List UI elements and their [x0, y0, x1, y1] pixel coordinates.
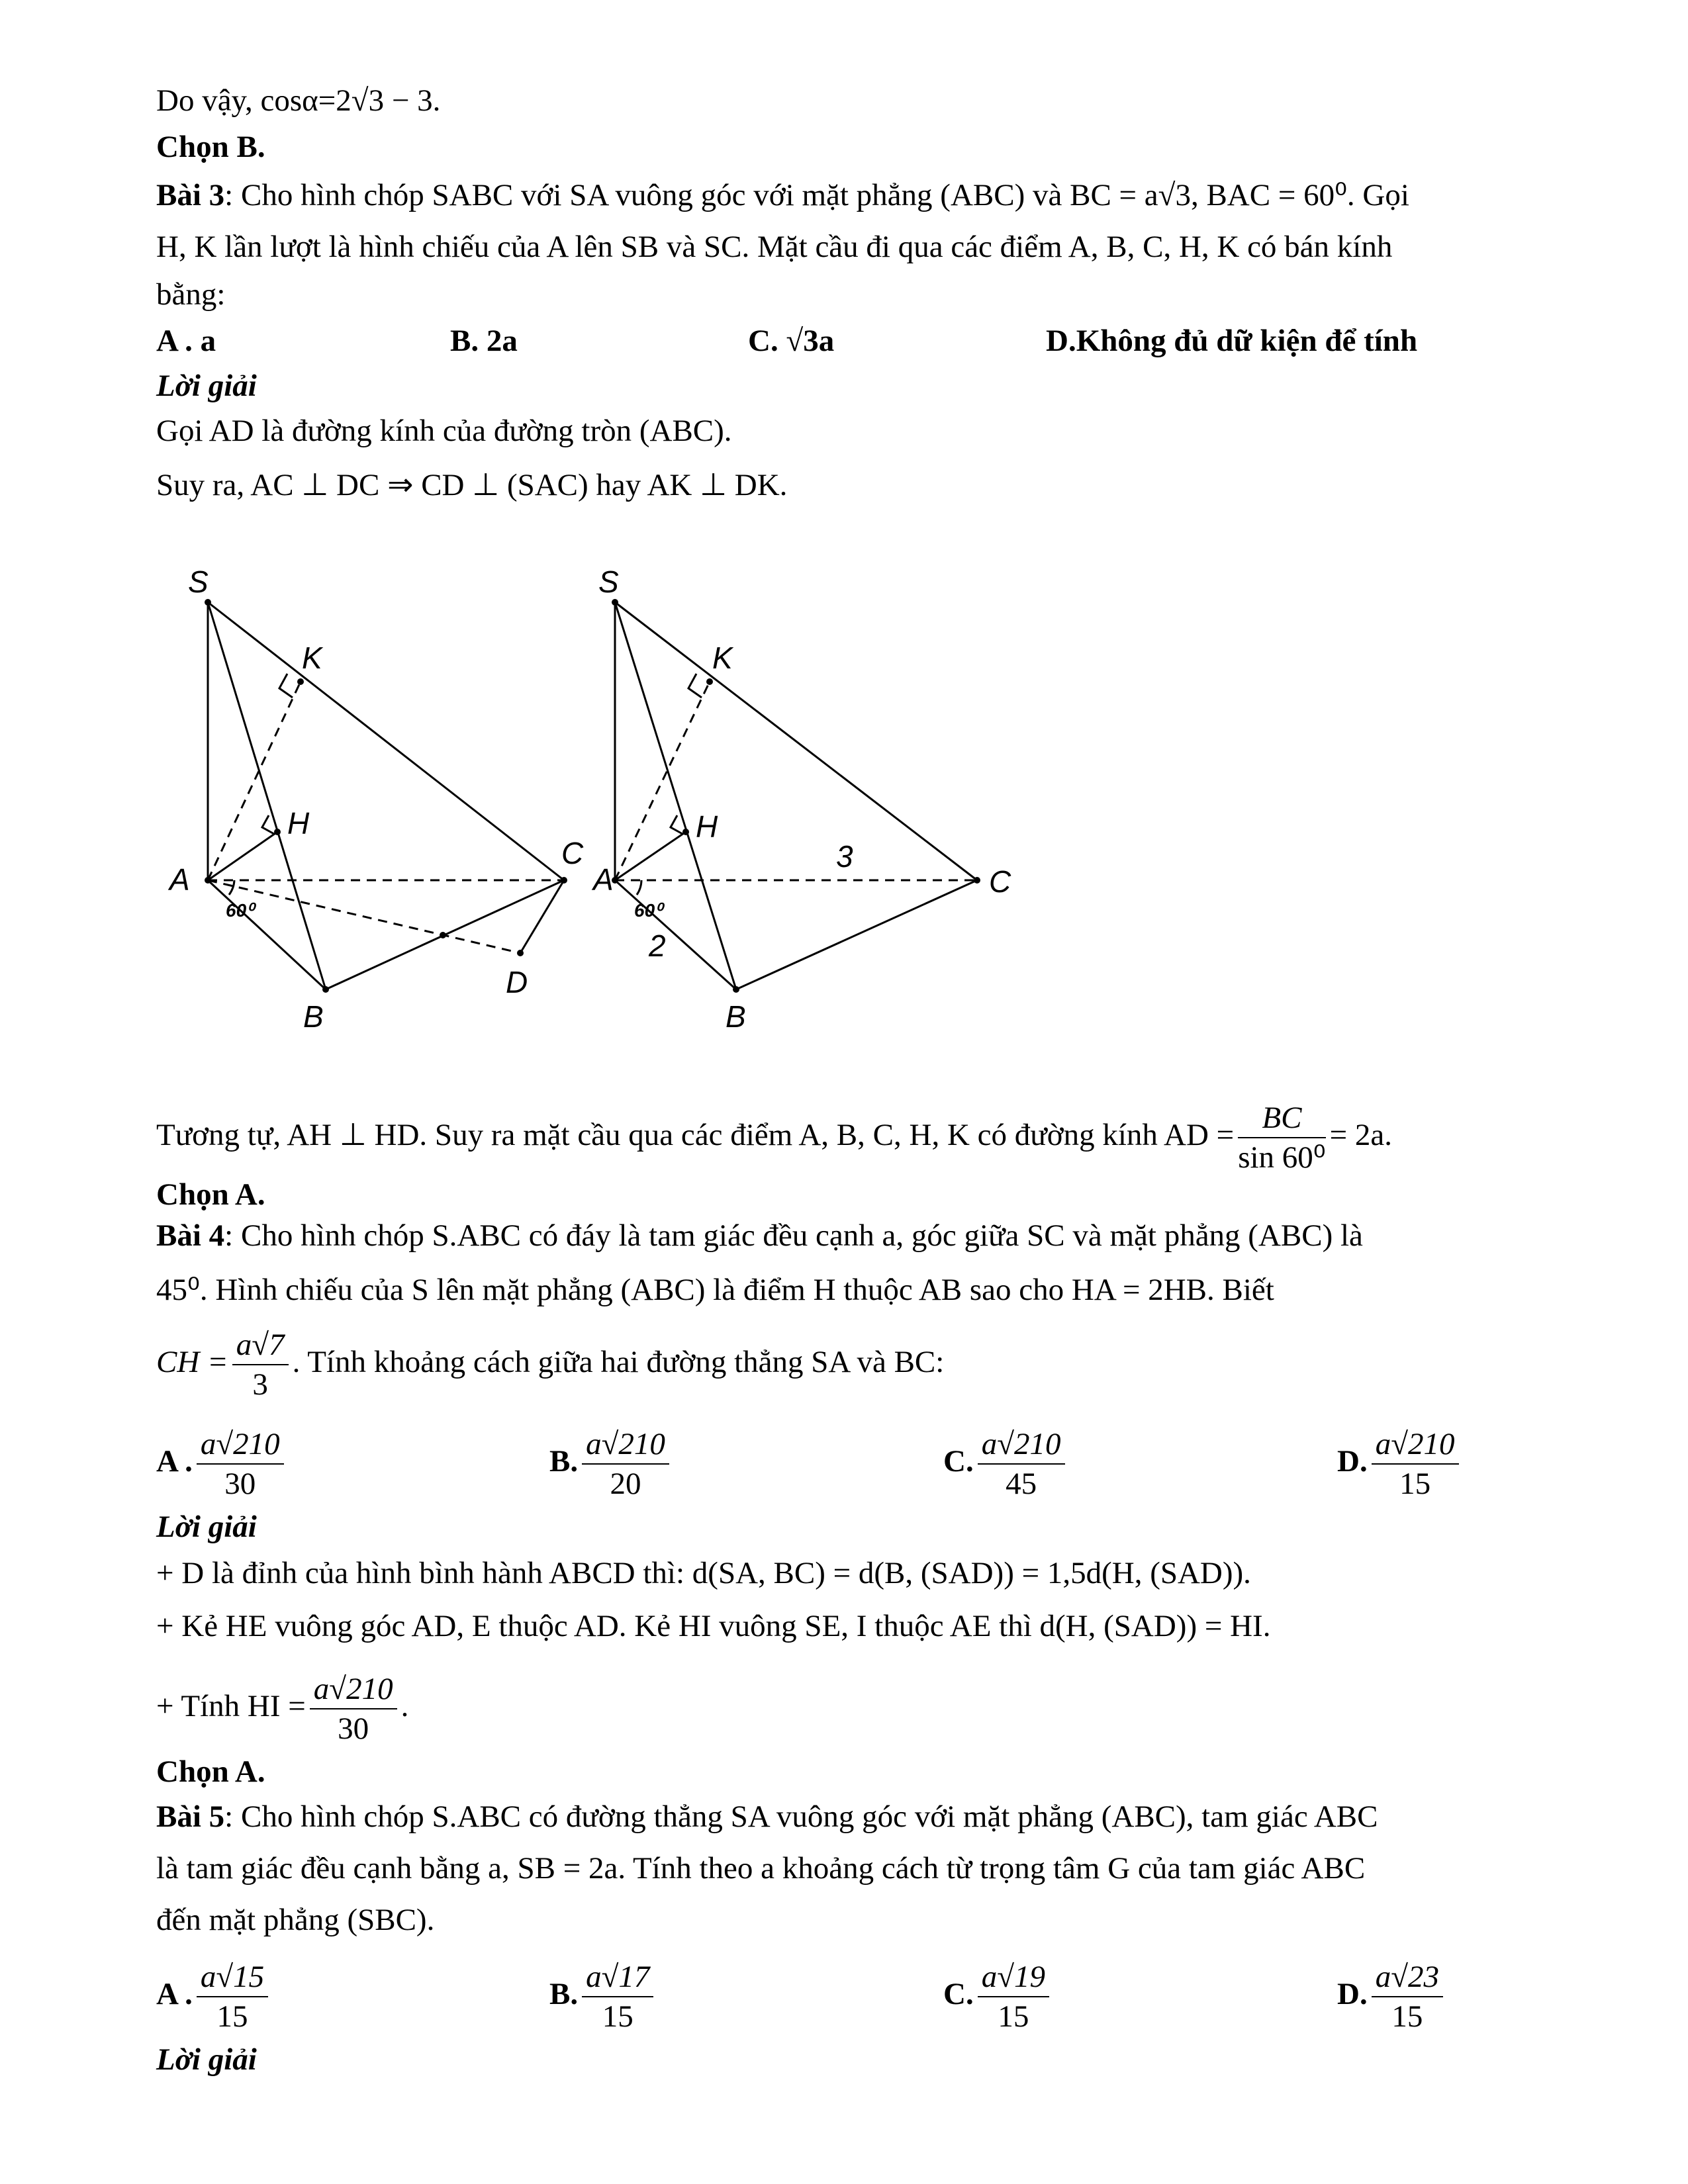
fraction-numerator: a√23	[1372, 1959, 1443, 1997]
edge-ab-left	[208, 880, 326, 989]
fraction-denominator: 30	[224, 1467, 256, 1501]
problem-3-option-a: A . a	[156, 324, 216, 358]
label-s-right: S	[598, 565, 619, 599]
option-label: D.	[1337, 1443, 1368, 1479]
option-label: D.	[1337, 1976, 1368, 2011]
fraction-denominator: sin 60⁰	[1238, 1140, 1326, 1175]
fraction-denominator: 15	[1399, 1467, 1431, 1501]
fraction-denominator: 15	[1391, 1999, 1423, 2034]
problem-5-statement-2: là tam giác đều cạnh bằng a, SB = 2a. Tính theo a khoảng cách từ trọng tâm G của tam giác ABC	[156, 1851, 1366, 1886]
fraction-denominator: 30	[338, 1711, 369, 1747]
label-b-left: B	[303, 999, 324, 1034]
point-k-right	[706, 678, 713, 685]
point-bc-ad-left	[440, 932, 446, 938]
point-c-right	[974, 877, 980, 884]
problem-5-statement-1	[156, 1799, 1378, 1835]
problem-5-statement-3: đến mặt phẳng (SBC).	[156, 1903, 435, 1937]
label-angle-left: 60⁰	[226, 900, 254, 921]
label-angle-right: 60⁰	[634, 900, 663, 921]
point-s-left	[205, 599, 211, 606]
problem-5-option-b	[549, 1959, 657, 2034]
right-angle-h-left	[262, 815, 274, 834]
point-c-left	[561, 877, 567, 884]
point-h-left	[274, 829, 281, 835]
label-k-left: K	[302, 641, 322, 675]
solution-heading-3: Lời giải	[156, 2042, 257, 2077]
right-angle-k-right	[688, 674, 702, 698]
point-b-left	[322, 986, 329, 993]
option-label: B.	[549, 1443, 579, 1479]
problem-4-solution-1: + D là đỉnh của hình bình hành ABCD thì: d(SA, BC) = d(B, (SAD)) = 1,5d(H, (SAD)).	[156, 1556, 1251, 1590]
problem-4-solution-2: + Kẻ HE vuông góc AD, E thuộc AD. Kẻ HI vuông SE, I thuộc AE thì d(H, (SAD)) = HI.	[156, 1609, 1271, 1643]
fraction-ch	[232, 1327, 289, 1402]
point-b-right	[733, 986, 739, 993]
fraction-numerator: BC	[1238, 1100, 1325, 1138]
fraction-numerator: a√210	[978, 1426, 1065, 1465]
problem-3-title: Bài 3	[156, 178, 225, 212]
geometry-figure	[156, 556, 1083, 1059]
fraction-numerator: a√210	[310, 1671, 397, 1709]
fraction-numerator: a√15	[197, 1959, 268, 1997]
answer-choice-b: Chọn B.	[156, 130, 265, 164]
problem-4-option-d	[1337, 1426, 1463, 1502]
label-c-right: C	[989, 864, 1011, 899]
segment-ah-right	[615, 832, 686, 880]
fraction-denominator: 45	[1006, 1467, 1037, 1501]
solution-heading-2: Lời giải	[156, 1510, 257, 1544]
fraction-denominator: 20	[610, 1467, 641, 1501]
angle-arc-left	[229, 880, 234, 895]
edge-sc-left	[208, 602, 564, 880]
problem-5-option-c	[943, 1959, 1053, 2034]
problem-4-statement-3	[156, 1327, 944, 1402]
problem-3-text: : Cho hình chóp SABC với SA vuông góc với mặt phẳng (ABC) và BC = a√3, BAC = 60⁰. Gọi	[224, 178, 1409, 212]
label-length-ab: 2	[649, 929, 666, 963]
fraction-denominator: 15	[602, 1999, 633, 2034]
answer-choice-a-2: Chọn A.	[156, 1754, 265, 1789]
angle-arc-right	[637, 880, 641, 895]
segment-ad-left	[208, 880, 520, 953]
option-label: C.	[943, 1443, 974, 1479]
edge-sc-right	[615, 602, 977, 880]
segment-ak-left	[208, 682, 301, 880]
point-d-left	[517, 950, 524, 956]
edge-bc-right	[736, 880, 977, 989]
label-h-right: H	[696, 809, 718, 844]
fraction-numerator: a√17	[582, 1959, 653, 1997]
problem-3-solution-2: Suy ra, AC ⊥ DC ⇒ CD ⊥ (SAC) hay AK ⊥ DK.	[156, 468, 788, 502]
problem-4-option-a	[156, 1426, 288, 1502]
problem-5-option-d	[1337, 1959, 1447, 2034]
problem-4-text: : Cho hình chóp S.ABC có đáy là tam giác đều cạnh a, góc giữa SC và mặt phẳng (ABC) là	[224, 1218, 1363, 1253]
fraction-denominator: 3	[252, 1367, 268, 1402]
fraction-numerator: a√7	[232, 1327, 289, 1365]
label-d-left: D	[506, 965, 528, 999]
fraction-numerator: a√19	[978, 1959, 1049, 1997]
option-label: A .	[156, 1443, 193, 1479]
fraction-numerator: a√210	[582, 1426, 669, 1465]
fraction-denominator: 15	[216, 1999, 248, 2034]
label-a-right: A	[593, 862, 614, 897]
line-conclusion: Do vậy, cosα=2√3 − 3.	[156, 83, 441, 118]
label-length-ac: 3	[836, 839, 853, 874]
problem-5-option-a	[156, 1959, 272, 2034]
fraction-bc-sin60	[1238, 1100, 1325, 1175]
problem-5-title: Bài 5	[156, 1799, 225, 1834]
problem-4-statement-2: 45⁰. Hình chiếu của S lên mặt phẳng (ABC) là điểm H thuộc AB sao cho HA = 2HB. Biết	[156, 1273, 1274, 1307]
fraction-hi	[310, 1671, 397, 1747]
label-h-left: H	[287, 806, 310, 841]
problem-3-solution-3	[156, 1100, 1392, 1175]
answer-choice-a-1: Chọn A.	[156, 1177, 265, 1212]
right-angle-k-left	[279, 674, 293, 698]
label-a-left: A	[169, 862, 190, 897]
option-label: B.	[549, 1976, 579, 2011]
label-k-right: K	[712, 641, 733, 675]
problem-5-text: : Cho hình chóp S.ABC có đường thẳng SA vuông góc với mặt phẳng (ABC), tam giác ABC	[224, 1799, 1378, 1834]
solution-text: + Tính HI =	[156, 1688, 306, 1723]
edge-ab-right	[615, 880, 736, 989]
problem-3-option-c: C. √3a	[748, 324, 835, 358]
point-k-left	[297, 678, 304, 685]
problem-4-option-c	[943, 1426, 1069, 1502]
problem-3-option-b: B. 2a	[450, 324, 518, 358]
solution-3-result: = 2a.	[1329, 1117, 1393, 1152]
solution-end: .	[400, 1688, 409, 1723]
right-angle-h-right	[671, 815, 682, 834]
problem-4-solution-3	[156, 1671, 408, 1747]
segment-ak-right	[615, 682, 710, 880]
label-c-left: C	[561, 836, 584, 870]
solution-heading-1: Lời giải	[156, 369, 257, 403]
label-s-left: S	[188, 565, 209, 599]
problem-4-statement-1	[156, 1218, 1363, 1253]
problem-3-statement-2: H, K lần lượt là hình chiếu của A lên SB và SC. Mặt cầu đi qua các điểm A, B, C, H, K có bán kính	[156, 230, 1393, 264]
point-h-right	[682, 829, 689, 835]
problem-4-title: Bài 4	[156, 1218, 225, 1253]
problem-3-statement-1	[156, 177, 1409, 213]
problem-4-option-b	[549, 1426, 673, 1502]
problem-3-solution-1: Gọi AD là đường kính của đường tròn (ABC).	[156, 414, 732, 448]
option-label: A .	[156, 1976, 193, 2011]
problem-4-question: . Tính khoảng cách giữa hai đường thẳng SA và BC:	[292, 1344, 945, 1379]
point-a-left	[205, 877, 211, 884]
solution-3-text: Tương tự, AH ⊥ HD. Suy ra mặt cầu qua các điểm A, B, C, H, K có đường kính AD =	[156, 1117, 1235, 1152]
problem-3-option-d: D.Không đủ dữ kiện để tính	[1046, 324, 1418, 358]
point-s-right	[612, 599, 618, 606]
fraction-denominator: 15	[998, 1999, 1029, 2034]
problem-3-statement-3: bằng:	[156, 277, 226, 312]
label-b-right: B	[726, 999, 746, 1034]
ch-label: CH =	[156, 1344, 228, 1379]
option-label: C.	[943, 1976, 974, 2011]
segment-ah-left	[208, 832, 277, 880]
fraction-numerator: a√210	[197, 1426, 284, 1465]
fraction-numerator: a√210	[1372, 1426, 1459, 1465]
